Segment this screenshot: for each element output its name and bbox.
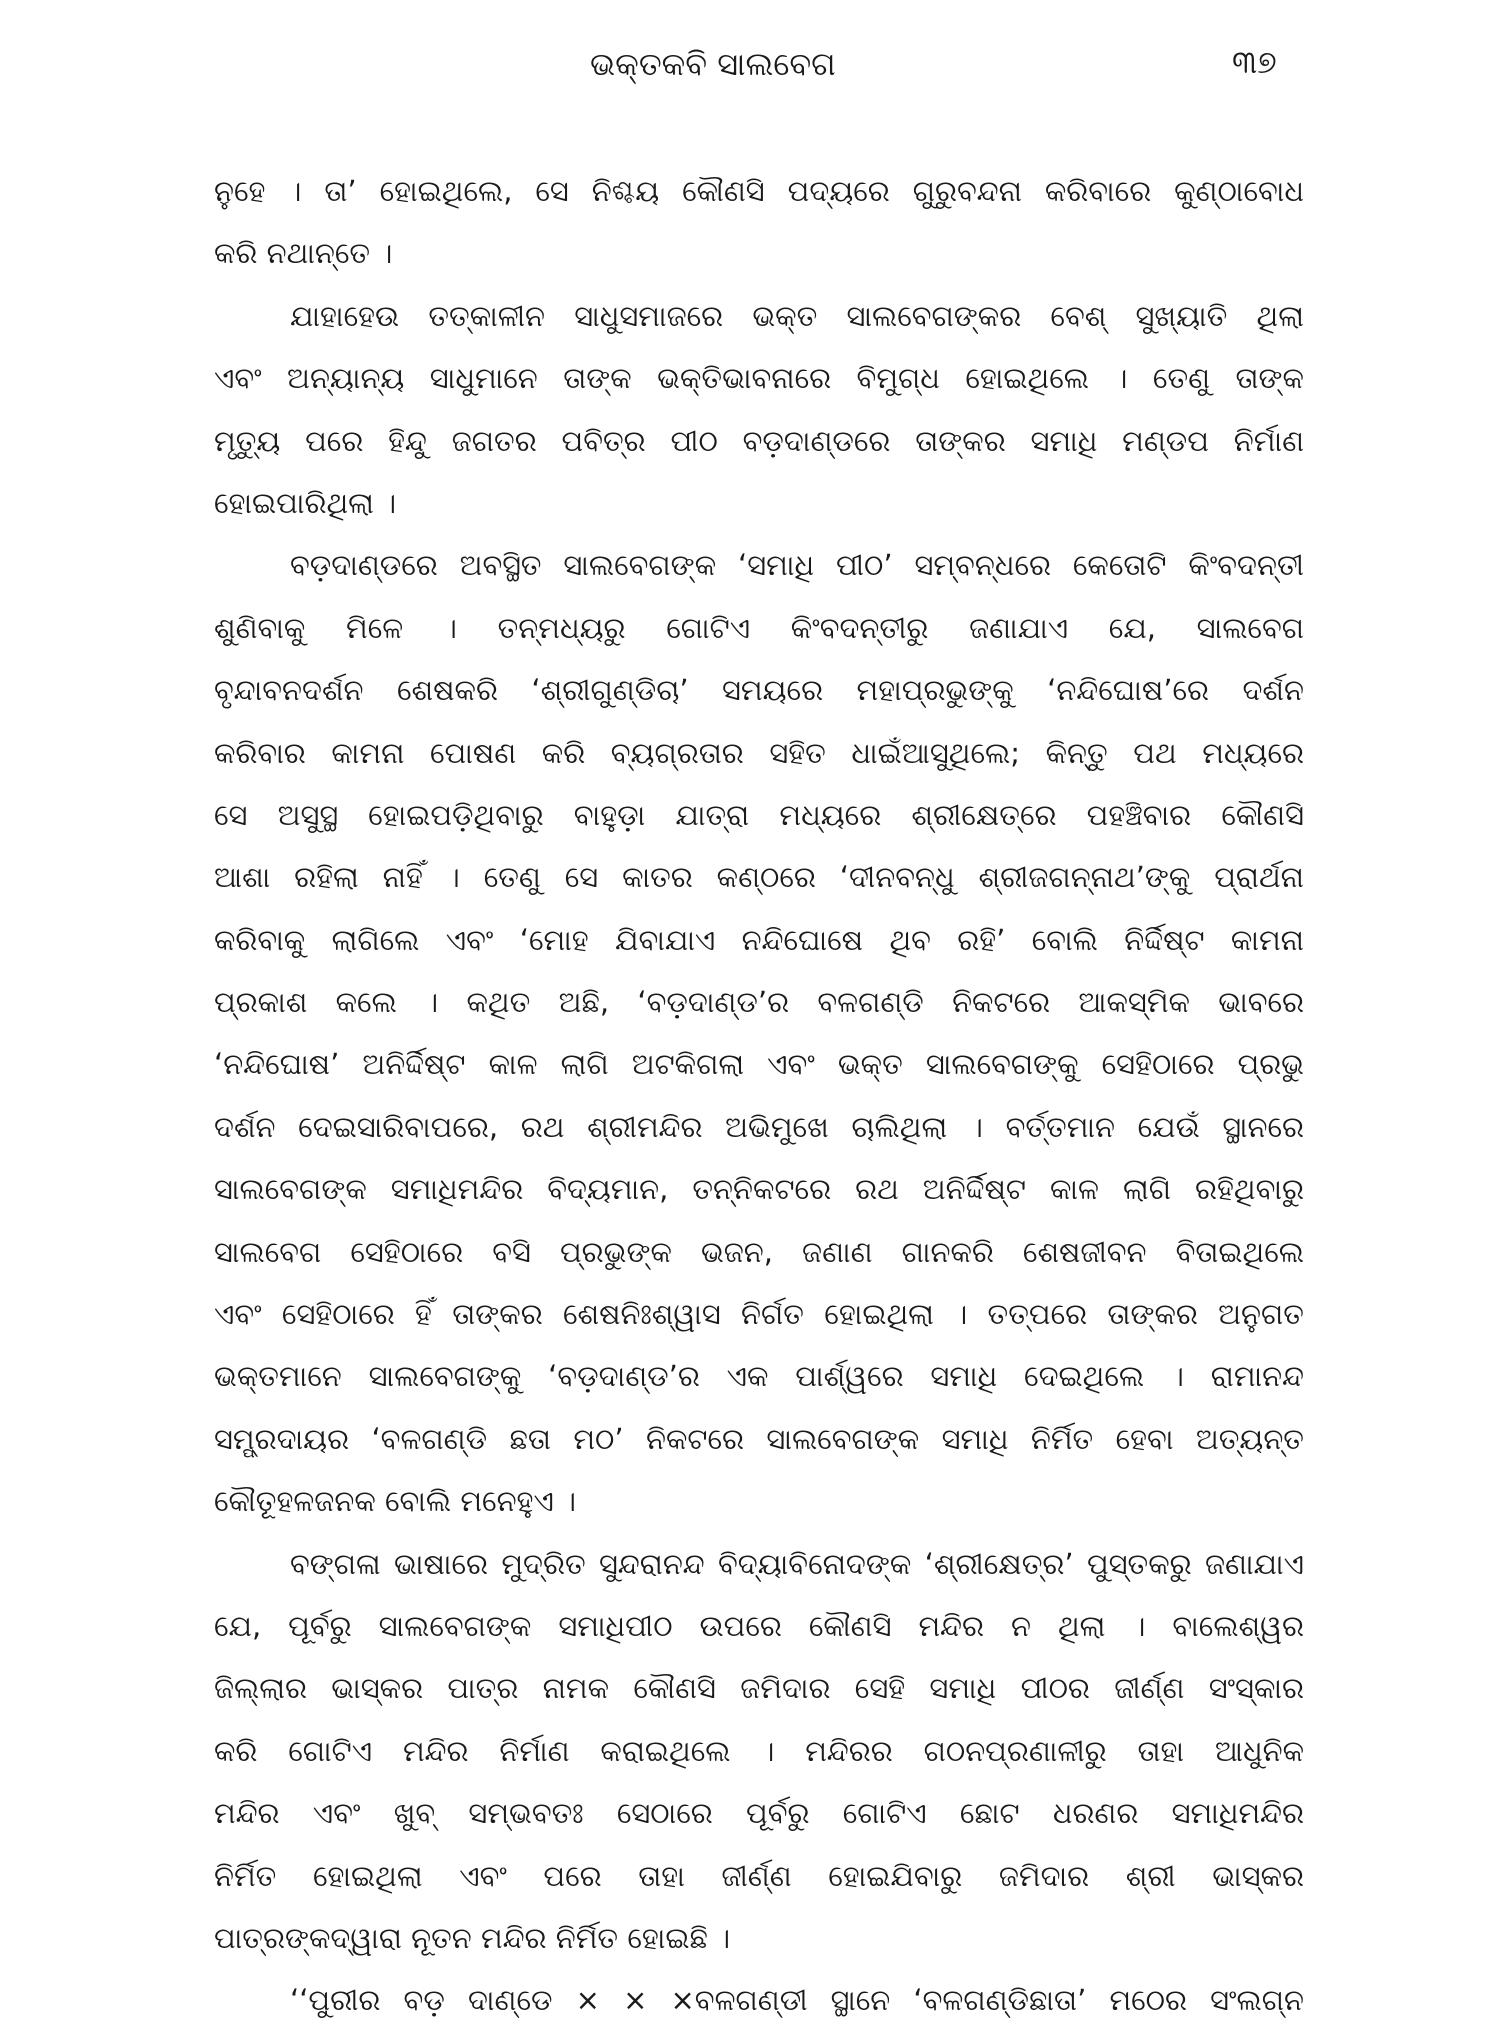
text-line: ଯେ, ପୂର୍ବରୁ ସାଲବେଗଙ୍କ ସମାଧିପୀଠ ଉପରେ କୌଣସି ମନ୍ଦିର ନ ଥିଲା । ବାଲେଶ୍ୱର [214, 1608, 1304, 1643]
text-line: ଏବଂ ଅନ୍ୟାନ୍ୟ ସାଧୁମାନେ ତାଙ୍କ ଭକ୍ତିଭାବନାରେ ବିମୁଗ୍ଧ ହୋଇଥିଲେ । ତେଣୁ ତାଙ୍କ [214, 361, 1304, 396]
text-line: ଶୁଣିବାକୁ ମିଳେ । ତନ୍ମଧ୍ୟରୁ ଗୋଟିଏ କିଂବଦନ୍ତୀରୁ ଜଣାଯାଏ ଯେ, ସାଲବେଗ [214, 610, 1304, 645]
text-line: ବୃନ୍ଦାବନଦର୍ଶନ ଶେଷକରି ‘ଶ୍ରୀଗୁଣ୍ଡିଚା’ ସମୟରେ ମହାପ୍ରଭୁଙ୍କୁ ‘ନନ୍ଦିଘୋଷ’ରେ ଦର୍ଶନ [214, 673, 1304, 708]
text-line: ସମ୍ପ୍ରଦାୟର ‘ବଳଗଣ୍ଡି ଛତା ମଠ’ ନିକଟରେ ସାଲବେଗଙ୍କ ସମାଧି ନିର୍ମିତ ହେବା ଅତ୍ୟନ୍ତ [214, 1421, 1304, 1456]
text-line: ଏବଂ ସେହିଠାରେ ହିଁ ତାଙ୍କର ଶେଷନିଃଶ୍ୱାସ ନିର୍ଗତ ହୋଇଥିଲା । ତତ୍ପରେ ତାଙ୍କର ଅନୁଗତ [214, 1297, 1304, 1332]
text-line: ମୃତ୍ୟୁ ପରେ ହିନ୍ଦୁ ଜଗତର ପବିତ୍ର ପୀଠ ବଡ଼ଦାଣ୍ଡରେ ତାଙ୍କର ସମାଧି ମଣ୍ଡପ ନିର୍ମାଣ [214, 423, 1304, 458]
text-line: ସାଲବେଗ ସେହିଠାରେ ବସି ପ୍ରଭୁଙ୍କ ଭଜନ, ଜଣାଣ ଗାନକରି ଶେଷଜୀବନ ବିତାଇଥିଲେ [214, 1234, 1304, 1269]
text-line: କରି ନଥାନ୍ତେ । [214, 236, 393, 271]
text-line: ବଙ୍ଗଳା ଭାଷାରେ ମୁଦ୍ରିତ ସୁନ୍ଦରାନନ୍ଦ ବିଦ୍ୟାବିନୋଦଙ୍କ ‘ଶ୍ରୀକ୍ଷେତ୍ର’ ପୁସ୍ତକରୁ ଜଣାଯାଏ [290, 1546, 1304, 1581]
text-line: ସେ ଅସୁସ୍ଥ ହୋଇପଡ଼ିଥିବାରୁ ବାହୁଡ଼ା ଯାତ୍ରା ମଧ୍ୟରେ ଶ୍ରୀକ୍ଷେତ୍ରେ ପହଞ୍ଚିବାର କୌଣସି [214, 797, 1304, 832]
running-title: ଭକ୍ତକବି ସାଲବେଗ [590, 45, 836, 83]
text-line: କୌତୂହଳଜନକ ବୋଲି ମନେହୁଏ । [214, 1484, 577, 1519]
text-line: ପ୍ରକାଶ କଲେ । କଥିତ ଅଛି, ‘ବଡ଼ଦାଣ୍ଡ’ର ବଳଗଣ୍ଡି ନିକଟରେ ଆକସ୍ମିକ ଭାବରେ [214, 985, 1304, 1020]
body-text [214, 160, 1304, 2032]
text-line: ପାତ୍ରଙ୍କଦ୍ୱାରା ନୂତନ ମନ୍ଦିର ନିର୍ମିତ ହୋଇଛି । [214, 1920, 731, 1955]
text-line: କରି ଗୋଟିଏ ମନ୍ଦିର ନିର୍ମାଣ କରାଇଥିଲେ । ମନ୍ଦିରର ଗଠନପ୍ରଣାଳୀରୁ ତାହା ଆଧୁନିକ [214, 1733, 1304, 1768]
text-line: ଆଶା ରହିଲା ନାହିଁ । ତେଣୁ ସେ କାତର କଣ୍ଠରେ ‘ଦୀନବନ୍ଧୁ ଶ୍ରୀଜଗନ୍ନାଥ’ଙ୍କୁ ପ୍ରାର୍ଥନା [214, 860, 1304, 895]
text-line: ନୁହେ । ତା’ ହୋଇଥିଲେ, ସେ ନିଶ୍ଚୟ କୌଣସି ପଦ୍ୟରେ ଗୁରୁବନ୍ଦନା କରିବାରେ କୁଣ୍ଠାବୋଧ [214, 174, 1304, 208]
text-line: ନିର୍ମିତ ହୋଇଥିଲା ଏବଂ ପରେ ତାହା ଜୀର୍ଣ୍ଣ ହୋଇଯିବାରୁ ଜମିଦାର ଶ୍ରୀ ଭାସ୍କର [214, 1858, 1304, 1893]
text-line: ଦର୍ଶନ ଦେଇସାରିବାପରେ, ରଥ ଶ୍ରୀମନ୍ଦିର ଅଭିମୁଖେ ଚାଲିଥିଲା । ବର୍ତ୍ତମାନ ଯେଉଁ ସ୍ଥାନରେ [214, 1109, 1304, 1144]
text-line: ହୋଇପାରିଥିଲା । [214, 485, 397, 520]
text-line: କରିବାର କାମନା ପୋଷଣ କରି ବ୍ୟଗ୍ରତାର ସହିତ ଧାଇଁଆସୁଥିଲେ; କିନ୍ତୁ ପଥ ମଧ୍ୟରେ [214, 735, 1304, 770]
text-line: ମନ୍ଦିର ଏବଂ ଖୁବ୍ ସମ୍ଭବତଃ ସେଠାରେ ପୂର୍ବରୁ ଗୋଟିଏ ଛୋଟ ଧରଣର ସମାଧିମନ୍ଦିର [214, 1796, 1304, 1831]
text-line: ଜିଲ୍ଲାର ଭାସ୍କର ପାତ୍ର ନାମକ କୌଣସି ଜମିଦାର ସେହି ସମାଧି ପୀଠର ଜୀର୍ଣ୍ଣ ସଂସ୍କାର [214, 1671, 1304, 1706]
text-line: ‘‘ପୁରୀର ବଡ଼ ଦାଣ୍ଡେ × × ×ବଳଗଣ୍ଡୀ ସ୍ଥାନେ ‘ବଳଗଣ୍ଡିଛାତା’ ମଠେର ସଂଲଗ୍ନ [290, 1983, 1304, 2018]
page-number: ୩୭ [1232, 43, 1277, 81]
text-line: ବଡ଼ଦାଣ୍ଡରେ ଅବସ୍ଥିତ ସାଲବେଗଙ୍କ ‘ସମାଧି ପୀଠ’ ସମ୍ବନ୍ଧରେ କେତୋଟି କିଂବଦନ୍ତୀ [290, 548, 1304, 583]
text-line: ଯାହାହେଉ ତତ୍କାଳୀନ ସାଧୁସମାଜରେ ଭକ୍ତ ସାଲବେଗଙ୍କର ବେଶ୍ ସୁଖ୍ୟାତି ଥିଲା [290, 298, 1304, 333]
text-line: ‘ନନ୍ଦିଘୋଷ’ ଅନିର୍ଦ୍ଦିଷ୍ଟ କାଳ ଲାଗି ଅଟକିଗଲା ଏବଂ ଭକ୍ତ ସାଲବେଗଙ୍କୁ ସେହିଠାରେ ପ୍ରଭୁ [214, 1047, 1304, 1082]
running-header [0, 36, 1500, 96]
text-line: ସାଲବେଗଙ୍କ ସମାଧିମନ୍ଦିର ବିଦ୍ୟମାନ, ତନ୍ନିକଟରେ ରଥ ଅନିର୍ଦ୍ଦିଷ୍ଟ କାଳ ଲାଗି ରହିଥିବାରୁ [214, 1172, 1304, 1207]
text-line: କରିବାକୁ ଲାଗିଲେ ଏବଂ ‘ମୋହ ଯିବାଯାଏ ନନ୍ଦିଘୋଷେ ଥିବ ରହି’ ବୋଲି ନିର୍ଦ୍ଦିଷ୍ଟ କାମନା [214, 922, 1304, 957]
text-line: ଭକ୍ତମାନେ ସାଲବେଗଙ୍କୁ ‘ବଡ଼ଦାଣ୍ଡ’ର ଏକ ପାର୍ଶ୍ୱରେ ସମାଧି ଦେଇଥିଲେ । ରାମାନନ୍ଦ [214, 1359, 1304, 1394]
